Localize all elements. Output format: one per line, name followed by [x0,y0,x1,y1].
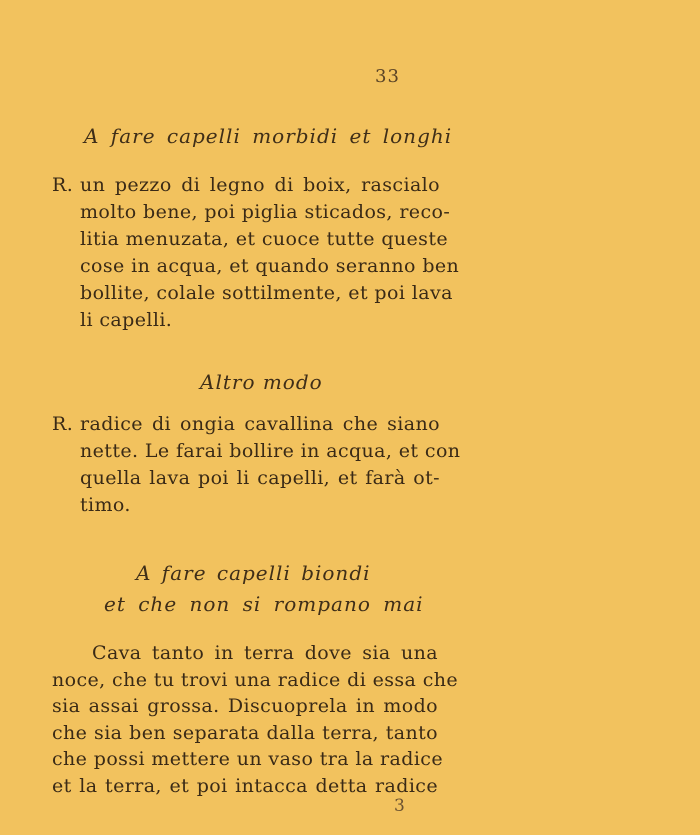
recipe-1-text [80,172,460,334]
page-number: 33 [375,66,400,87]
text-line: bollite, colale sottilmente, et poi lava [80,282,453,304]
paragraph-3 [52,640,459,799]
text-line: sia assai grossa. Discuoprela in modo [52,695,438,717]
text-line: cose in acqua, et quando seranno ben [80,255,460,277]
section-title-3-line-1: A fare capelli biondi [136,561,371,585]
text-line: che possi mettere un vaso tra la radice [52,748,443,770]
text-line: timo. [80,494,131,516]
text-line: noce, che tu trovi una radice di essa che [52,668,459,691]
text-line: et la terra, et poi intacca detta radice [52,774,438,797]
text-line: radice di ongia cavallina che siano [80,413,440,435]
text-line: litia menuzata, et cuoce tutte queste [80,228,449,250]
recipe-marker-2: R. [52,413,74,435]
recipe-2 [52,411,461,519]
signature-mark: 3 [394,796,405,816]
recipe-1 [52,172,460,334]
text-line: che sia ben separata dalla terra, tanto [52,721,438,744]
text-line: Cava tanto in terra dove sia una [92,642,438,664]
recipe-2-text [80,411,461,519]
text-line: quella lava poi li capelli, et farà ot- [80,467,440,489]
text-line: nette. Le farai bollire in acqua, et con [80,440,461,462]
section-title-2: Altro modo [200,370,323,394]
text-line: molto bene, poi piglia sticados, reco- [80,201,451,223]
section-title-3-line-2: et che non si rompano mai [104,592,424,616]
section-title-1: A fare capelli morbidi et longhi [84,124,453,148]
text-line: li capelli. [80,309,173,331]
text-line: un pezzo di legno di boix, rascialo [80,174,440,196]
recipe-marker-1: R. [52,174,74,196]
